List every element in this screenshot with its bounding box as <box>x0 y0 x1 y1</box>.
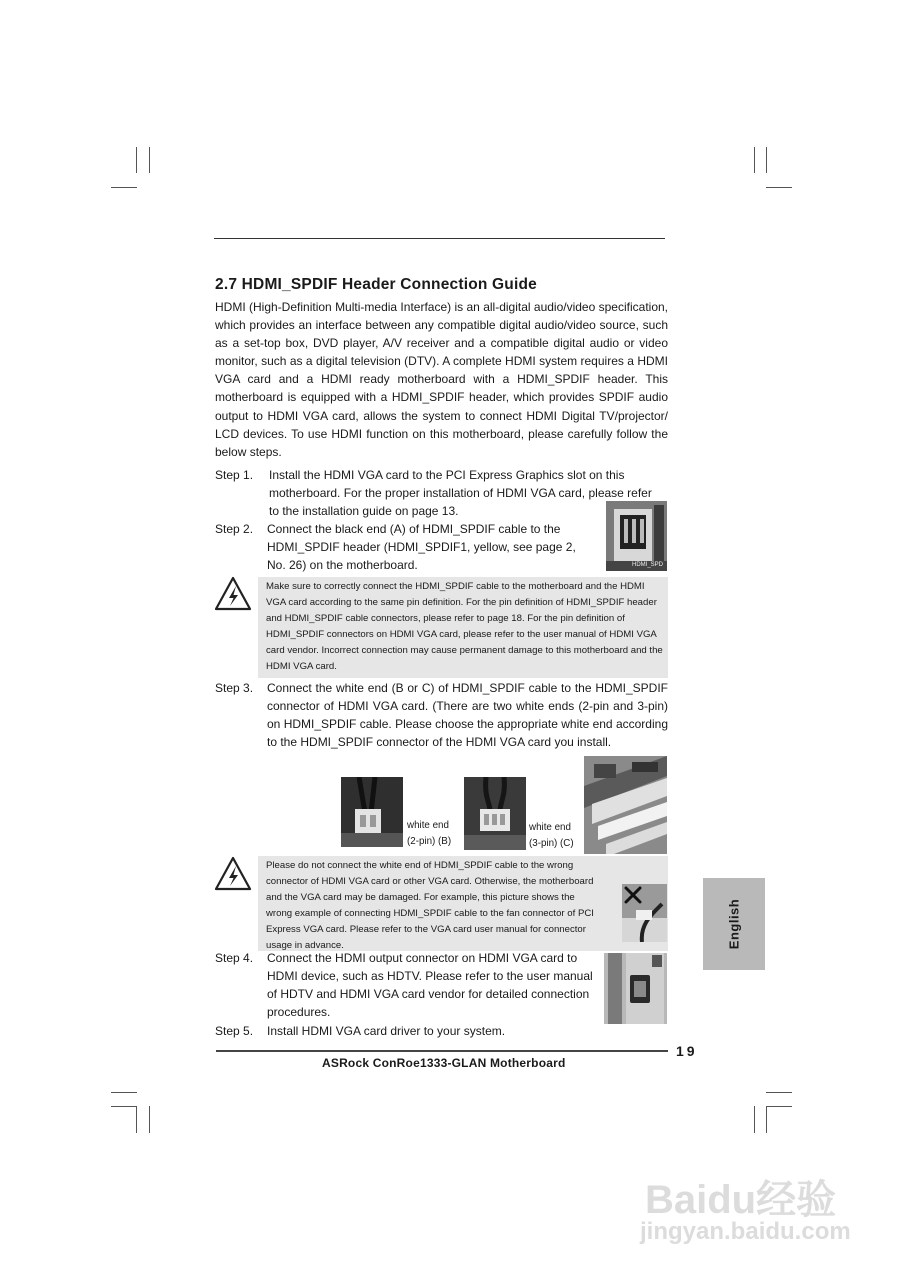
crop-mark <box>754 1106 755 1133</box>
crop-mark <box>149 1106 150 1133</box>
step-2 <box>215 520 615 576</box>
intro-paragraph: HDMI (High-Definition Multi-media Interface) is an all-digital audio/video specification, which provides an interface between any compatible digital audio/video source, such as a set-top box, DVD player, A/V receiver and a compatible digital audio or video monitor, such as a digital television (DTV). A complete HDMI system requires a HDMI VGA card and a HDMI ready motherboard with a HDMI_SPDIF header. This motherboard is equipped with a HDMI_SPDIF header, which provides SPDIF audio output to HDMI VGA card, allows the system to connect HDMI Digital TV/projector/ LCD devices. To use HDMI function on this motherboard, please carefully follow the below steps. <box>215 300 668 459</box>
header-rule <box>214 238 665 239</box>
step-text: Install the HDMI VGA card to the PCI Express Graphics slot on this motherboard. For the proper installation of HDMI VGA card, please refer to the installation guide on page 13. <box>269 468 652 519</box>
hdmi-spdif-header-photo <box>606 501 667 571</box>
step-label: Step 4. <box>215 951 254 965</box>
hdmi-output-photo-graphic <box>604 953 667 1024</box>
caption-line: white end <box>407 820 449 831</box>
step-label: Step 2. <box>215 522 254 536</box>
caption-line: (2-pin) (B) <box>407 835 452 847</box>
footer-product: ASRock ConRoe1333-GLAN Motherboard <box>322 1056 566 1070</box>
warning-triangle-icon <box>214 576 252 612</box>
step-label: Step 5. <box>215 1024 254 1038</box>
three-pin-photo-graphic <box>464 777 526 850</box>
crop-mark <box>766 1106 767 1133</box>
hdmi-output-photo <box>604 953 667 1024</box>
two-pin-photo-graphic <box>341 777 403 847</box>
footer-rule <box>216 1050 668 1052</box>
note-text: Please do not connect the white end of HDMI_SPDIF cable to the wrong connector of HDMI VGA card or other VGA card. Otherwise, the motherboard and the VGA card may be damaged. For example, this picture shows the wrong example of connecting HDMI_SPDIF cable to the fan connector of PCI Express VGA card. Please refer to the VGA card user manual for connector usage in advance. <box>266 860 594 951</box>
watermark-url: jingyan.baidu.com <box>640 1218 851 1245</box>
vga-card-installed-photo <box>584 756 667 854</box>
caution-note: Make sure to correctly connect the HDMI_SPDIF cable to the motherboard and the HDMI VGA card according to the same pin definition. For the pin definition of HDMI_SPDIF header and HDMI_SPDIF cable connectors, please refer to page 18. For the pin definition of HDMI_SPDIF connectors on HDMI VGA card, please refer to the user manual of HDMI VGA card vendor. Incorrect connection may cause permanent damage to this motherboard and the HDMI VGA card. <box>258 577 668 678</box>
two-pin-connector-photo <box>341 777 403 847</box>
crop-mark <box>111 187 137 188</box>
caption-line: white end <box>529 822 571 833</box>
step-text: Connect the white end (B or C) of HDMI_SPDIF cable to the HDMI_SPDIF connector of HDMI VGA card. (There are two white ends (2-pin and 3-pin) on HDMI_SPDIF cable. Please choose the appropriate white end according to the HDMI_SPDIF connector of the HDMI VGA card you install. <box>267 681 668 750</box>
crop-mark <box>111 1106 137 1107</box>
caption-line: (3-pin) (C) <box>529 837 574 849</box>
step-text: Connect the black end (A) of HDMI_SPDIF cable to the HDMI_SPDIF header (HDMI_SPDIF1, yellow, see page 2, No. 26) on the motherboard. <box>267 522 576 573</box>
page-number: 19 <box>676 1043 698 1059</box>
language-tab <box>703 878 765 970</box>
crop-mark <box>111 1092 137 1093</box>
photo-label: HDMI_SPD <box>632 562 664 568</box>
step-1 <box>215 466 667 522</box>
step-label: Step 1. <box>215 468 254 482</box>
three-pin-caption <box>529 820 574 851</box>
x-mark-icon <box>624 886 642 904</box>
crop-mark <box>766 1092 792 1093</box>
watermark-brand: Baidu经验 <box>645 1178 837 1222</box>
crop-mark <box>149 147 150 173</box>
step-4 <box>215 949 615 1023</box>
language-label: English <box>726 898 742 950</box>
step-text: Install HDMI VGA card driver to your system. <box>267 1024 506 1038</box>
step-5 <box>215 1022 615 1042</box>
crop-mark <box>136 1106 137 1133</box>
crop-mark <box>766 1106 792 1107</box>
crop-mark <box>136 147 137 173</box>
section-title: 2.7 HDMI_SPDIF Header Connection Guide <box>215 276 537 293</box>
two-pin-caption <box>407 818 451 849</box>
step-text: Connect the HDMI output connector on HDMI VGA card to HDMI device, such as HDTV. Please refer to the user manual of HDTV and HDMI VGA card vendor for detailed connection procedures. <box>267 951 593 1020</box>
wrong-connection-note <box>258 856 668 951</box>
step-3 <box>215 679 668 753</box>
board-photo-graphic <box>584 756 667 854</box>
crop-mark <box>766 187 792 188</box>
crop-mark <box>754 147 755 173</box>
step-label: Step 3. <box>215 681 254 695</box>
three-pin-connector-photo <box>464 777 526 850</box>
crop-mark <box>766 147 767 173</box>
warning-triangle-icon <box>214 856 252 892</box>
header-photo-graphic <box>606 501 667 571</box>
